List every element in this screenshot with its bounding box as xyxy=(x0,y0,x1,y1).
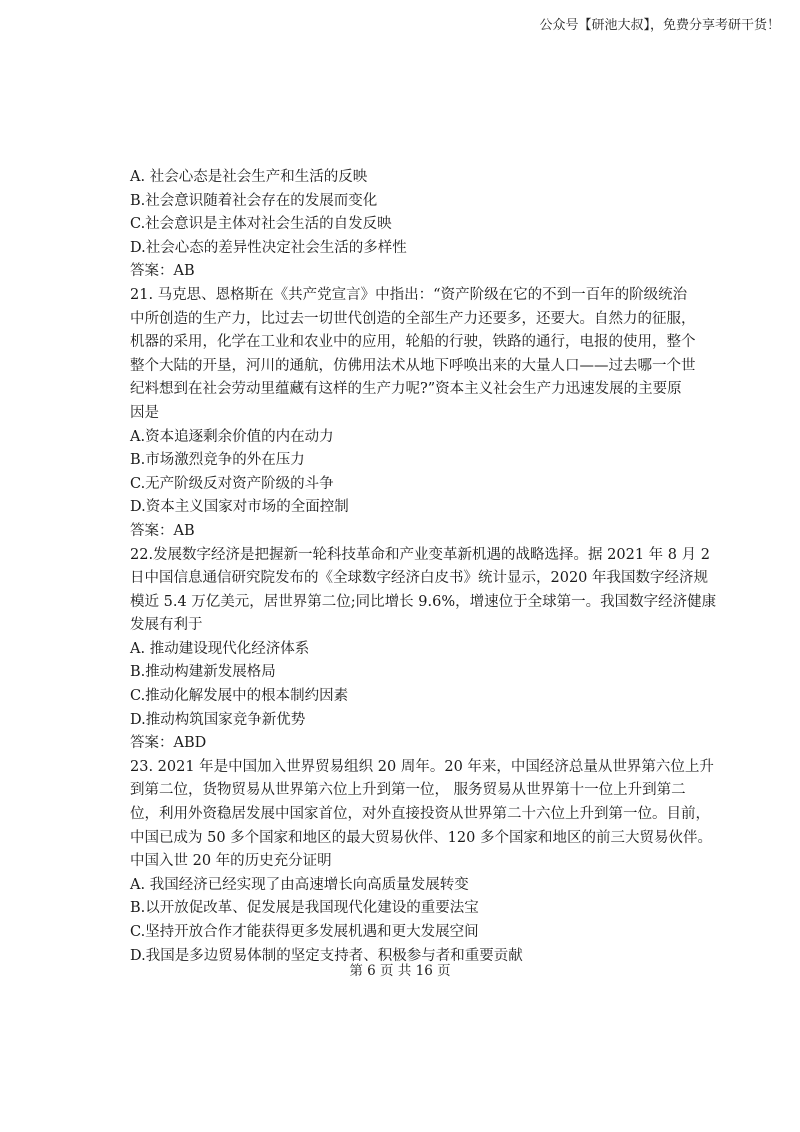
option-d: D.社会心态的差异性决定社会生活的多样性 xyxy=(130,239,407,256)
page-footer: 第 6 页 共 16 页 xyxy=(349,963,451,979)
question-text-line: 21. 马克思、恩格斯在《共产党宣言》中指出：“资产阶级在它的不到一百年的阶级统治 xyxy=(130,286,688,303)
question-text-line: 模近 5.4 万亿美元，居世界第二位;同比增长 9.6%，增速位于全球第一。我国数字经济健康 xyxy=(130,593,717,610)
question-text-line: 中国已成为 50 多个国家和地区的最大贸易伙伴、120 多个国家和地区的前三大贸易伙伴。 xyxy=(130,829,712,846)
question-text-line: 因是 xyxy=(130,404,159,421)
option-a: A. 推动建设现代化经济体系 xyxy=(130,640,310,657)
option-b: B.社会意识随着社会存在的发展而变化 xyxy=(130,192,378,209)
question-text-line: 到第二位，货物贸易从世界第六位上升到第一位， 服务贸易从世界第十一位上升到第二 xyxy=(130,782,686,799)
watermark-text: 公众号【研池大叔】，免费分享考研干货！ xyxy=(539,18,780,33)
question-text-line: 纪料想到在社会劳动里蕴藏有这样的生产力呢?”资本主义社会生产力迅速发展的主要原 xyxy=(130,381,682,398)
option-d: D.资本主义国家对市场的全面控制 xyxy=(130,499,349,516)
question-block-23 xyxy=(130,756,714,968)
question-text-line: 日中国信息通信研究院发布的《全球数字经济白皮书》统计显示，2020 年我国数字经济规 xyxy=(130,570,709,587)
question-text-line: 22.发展数字经济是把握新一轮科技革命和产业变革新机遇的战略选择。据 2021 年 8 月 2 xyxy=(130,546,710,563)
answer-line: 答案：AB xyxy=(130,263,195,280)
answer-line: 答案：AB xyxy=(130,522,195,539)
option-a: A. 我国经济已经实现了由高速增长向高质量发展转变 xyxy=(130,876,469,893)
option-c: C.推动化解发展中的根本制约因素 xyxy=(130,688,349,705)
option-c: C.坚持开放合作才能获得更多发展机遇和更大发展空间 xyxy=(130,924,479,940)
question-block-20 xyxy=(130,166,675,284)
question-text-line: 发展有利于 xyxy=(130,617,203,634)
question-text-line: 整个大陆的开垦，河川的通航，仿佛用法术从地下呼唤出来的大量人口——过去哪一个世 xyxy=(130,357,696,374)
question-text-line: 中国入世 20 年的历史充分证明 xyxy=(130,853,332,870)
option-d: D.我国是多边贸易体制的坚定支持者、积极参与者和重要贡献 xyxy=(130,947,523,964)
option-d: D.推动构筑国家竞争新优势 xyxy=(130,711,306,728)
option-b: B.市场激烈竞争的外在压力 xyxy=(130,452,305,469)
option-a: A. 社会心态是社会生产和生活的反映 xyxy=(130,169,368,185)
question-text-line: 中所创造的生产力，比过去一切世代创造的全部生产力还要多，还要大。自然力的征服， xyxy=(130,310,696,327)
question-block-22 xyxy=(130,544,717,756)
option-a: A.资本追逐剩余价值的内在动力 xyxy=(130,428,334,445)
question-text-line: 机器的采用，化学在工业和农业中的应用，轮船的行驶，铁路的通行，电报的使用，整个 xyxy=(130,334,696,351)
option-c: C.无产阶级反对资产阶级的斗争 xyxy=(130,475,334,492)
question-text-line: 23. 2021 年是中国加入世界贸易组织 20 周年。20 年来，中国经济总量从世界第六位上升 xyxy=(130,758,714,775)
question-text-line: 位，利用外资稳居发展中国家首位，对外直接投资从世界第二十六位上升到第一位。目前， xyxy=(130,806,710,823)
answer-line: 答案：ABD xyxy=(130,735,207,752)
option-b: B.推动构建新发展格局 xyxy=(130,664,276,681)
option-c: C.社会意识是主体对社会生活的自发反映 xyxy=(130,216,392,233)
document-body xyxy=(130,166,717,968)
question-block-21 xyxy=(130,284,696,544)
option-b: B.以开放促改革、促发展是我国现代化建设的重要法宝 xyxy=(130,900,479,917)
